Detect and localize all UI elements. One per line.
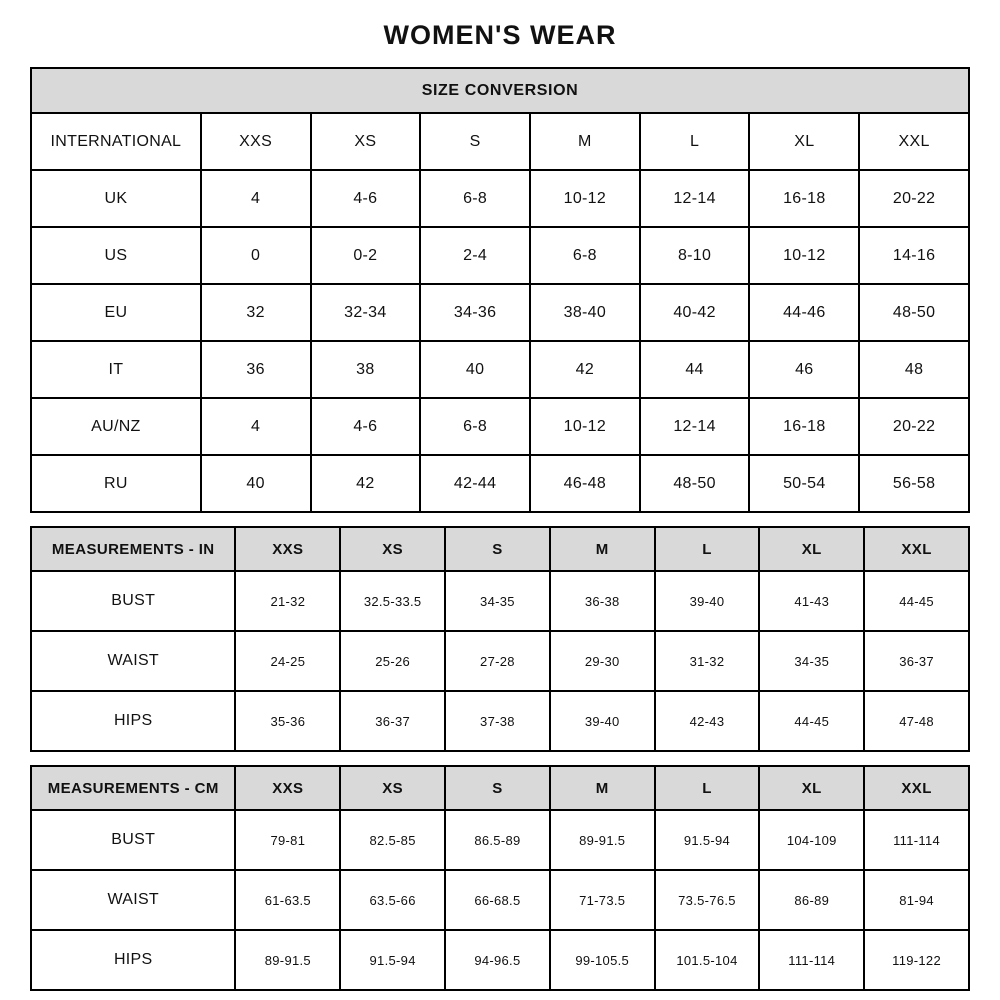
- table-cell: 32: [201, 284, 311, 341]
- table-cell: M: [530, 113, 640, 170]
- table-row: [31, 170, 969, 227]
- table-cell: 73.5-76.5: [655, 870, 760, 930]
- table-cell: 94-96.5: [445, 930, 550, 990]
- table-row: [31, 68, 969, 113]
- table-cell: IT: [31, 341, 201, 398]
- table-cell: AU/NZ: [31, 398, 201, 455]
- table-cell: 61-63.5: [235, 870, 340, 930]
- table-cell: 42-44: [420, 455, 530, 512]
- column-header: XXL: [864, 766, 969, 810]
- table-cell: 46-48: [530, 455, 640, 512]
- table-cell: 34-35: [445, 571, 550, 631]
- measurements-cm-table: [30, 765, 970, 991]
- table-cell: 16-18: [749, 170, 859, 227]
- table-cell: 8-10: [640, 227, 750, 284]
- table-row: [31, 227, 969, 284]
- table-cell: 32.5-33.5: [340, 571, 445, 631]
- table-cell: 2-4: [420, 227, 530, 284]
- table-cell: 99-105.5: [550, 930, 655, 990]
- table-cell: 42: [311, 455, 421, 512]
- measurements-cm-header: MEASUREMENTS - CM: [31, 766, 235, 810]
- table-cell: 44-45: [759, 691, 864, 751]
- column-header: XL: [759, 766, 864, 810]
- table-cell: 31-32: [655, 631, 760, 691]
- table-cell: 44-45: [864, 571, 969, 631]
- table-cell: 21-32: [235, 571, 340, 631]
- row-label: HIPS: [31, 691, 235, 751]
- column-header: XXS: [235, 766, 340, 810]
- column-header: S: [445, 527, 550, 571]
- table-row: [31, 341, 969, 398]
- table-cell: 36-37: [864, 631, 969, 691]
- table-row: [31, 571, 969, 631]
- table-row: [31, 284, 969, 341]
- table-cell: 20-22: [859, 170, 969, 227]
- table-cell: 91.5-94: [340, 930, 445, 990]
- table-cell: 89-91.5: [550, 810, 655, 870]
- table-cell: UK: [31, 170, 201, 227]
- table-cell: 6-8: [420, 398, 530, 455]
- table-cell: 56-58: [859, 455, 969, 512]
- table-cell: 79-81: [235, 810, 340, 870]
- table-cell: 47-48: [864, 691, 969, 751]
- table-cell: 6-8: [420, 170, 530, 227]
- table-cell: 48-50: [859, 284, 969, 341]
- table-cell: 48: [859, 341, 969, 398]
- table-cell: 35-36: [235, 691, 340, 751]
- table-cell: 48-50: [640, 455, 750, 512]
- table-cell: 6-8: [530, 227, 640, 284]
- table-cell: 39-40: [550, 691, 655, 751]
- table-cell: 36-38: [550, 571, 655, 631]
- table-cell: 44: [640, 341, 750, 398]
- table-cell: 4: [201, 398, 311, 455]
- table-cell: L: [640, 113, 750, 170]
- table-cell: S: [420, 113, 530, 170]
- table-cell: 34-35: [759, 631, 864, 691]
- column-header: XXL: [864, 527, 969, 571]
- table-cell: 20-22: [859, 398, 969, 455]
- row-label: BUST: [31, 810, 235, 870]
- table-cell: 37-38: [445, 691, 550, 751]
- column-header: XS: [340, 527, 445, 571]
- size-conversion-header: SIZE CONVERSION: [31, 68, 969, 113]
- table-cell: XS: [311, 113, 421, 170]
- size-conversion-table: [30, 67, 970, 513]
- spacer: [30, 513, 970, 526]
- table-cell: 14-16: [859, 227, 969, 284]
- column-header: L: [655, 766, 760, 810]
- table-cell: US: [31, 227, 201, 284]
- table-cell: 111-114: [864, 810, 969, 870]
- table-row: [31, 631, 969, 691]
- table-row: [31, 766, 969, 810]
- table-cell: 104-109: [759, 810, 864, 870]
- table-row: [31, 810, 969, 870]
- table-cell: XXL: [859, 113, 969, 170]
- table-cell: 63.5-66: [340, 870, 445, 930]
- table-cell: 25-26: [340, 631, 445, 691]
- column-header: M: [550, 527, 655, 571]
- table-cell: 44-46: [749, 284, 859, 341]
- table-cell: 38-40: [530, 284, 640, 341]
- table-cell: 36-37: [340, 691, 445, 751]
- table-cell: 40: [420, 341, 530, 398]
- table-cell: 34-36: [420, 284, 530, 341]
- table-cell: 29-30: [550, 631, 655, 691]
- row-label: HIPS: [31, 930, 235, 990]
- column-header: XL: [759, 527, 864, 571]
- table-cell: 32-34: [311, 284, 421, 341]
- measurements-in-header: MEASUREMENTS - IN: [31, 527, 235, 571]
- table-cell: 12-14: [640, 170, 750, 227]
- table-cell: 24-25: [235, 631, 340, 691]
- table-row: [31, 930, 969, 990]
- table-cell: 111-114: [759, 930, 864, 990]
- table-cell: 91.5-94: [655, 810, 760, 870]
- table-row: [31, 455, 969, 512]
- column-header: XS: [340, 766, 445, 810]
- table-cell: 41-43: [759, 571, 864, 631]
- table-cell: 4: [201, 170, 311, 227]
- table-cell: 46: [749, 341, 859, 398]
- table-cell: 119-122: [864, 930, 969, 990]
- table-cell: 81-94: [864, 870, 969, 930]
- table-cell: 10-12: [749, 227, 859, 284]
- table-cell: XXS: [201, 113, 311, 170]
- table-cell: 16-18: [749, 398, 859, 455]
- table-cell: INTERNATIONAL: [31, 113, 201, 170]
- column-header: S: [445, 766, 550, 810]
- table-cell: 12-14: [640, 398, 750, 455]
- table-row: [31, 527, 969, 571]
- table-cell: 4-6: [311, 398, 421, 455]
- table-cell: 36: [201, 341, 311, 398]
- column-header: L: [655, 527, 760, 571]
- table-cell: RU: [31, 455, 201, 512]
- table-cell: 71-73.5: [550, 870, 655, 930]
- table-cell: 0-2: [311, 227, 421, 284]
- table-cell: 40-42: [640, 284, 750, 341]
- table-cell: 42: [530, 341, 640, 398]
- table-cell: 89-91.5: [235, 930, 340, 990]
- table-cell: 39-40: [655, 571, 760, 631]
- table-row: [31, 691, 969, 751]
- column-header: XXS: [235, 527, 340, 571]
- table-cell: 86.5-89: [445, 810, 550, 870]
- table-cell: 42-43: [655, 691, 760, 751]
- table-cell: 66-68.5: [445, 870, 550, 930]
- measurements-in-table: [30, 526, 970, 752]
- table-cell: 10-12: [530, 398, 640, 455]
- table-row: [31, 113, 969, 170]
- row-label: WAIST: [31, 870, 235, 930]
- page-title: WOMEN'S WEAR: [383, 20, 617, 50]
- table-cell: 82.5-85: [340, 810, 445, 870]
- table-cell: 10-12: [530, 170, 640, 227]
- table-cell: 86-89: [759, 870, 864, 930]
- spacer: [30, 752, 970, 765]
- row-label: BUST: [31, 571, 235, 631]
- table-cell: 0: [201, 227, 311, 284]
- row-label: WAIST: [31, 631, 235, 691]
- table-row: [31, 870, 969, 930]
- table-cell: XL: [749, 113, 859, 170]
- table-cell: 50-54: [749, 455, 859, 512]
- table-cell: 4-6: [311, 170, 421, 227]
- table-cell: EU: [31, 284, 201, 341]
- column-header: M: [550, 766, 655, 810]
- table-cell: 40: [201, 455, 311, 512]
- table-cell: 101.5-104: [655, 930, 760, 990]
- table-row: [31, 398, 969, 455]
- table-cell: 38: [311, 341, 421, 398]
- table-cell: 27-28: [445, 631, 550, 691]
